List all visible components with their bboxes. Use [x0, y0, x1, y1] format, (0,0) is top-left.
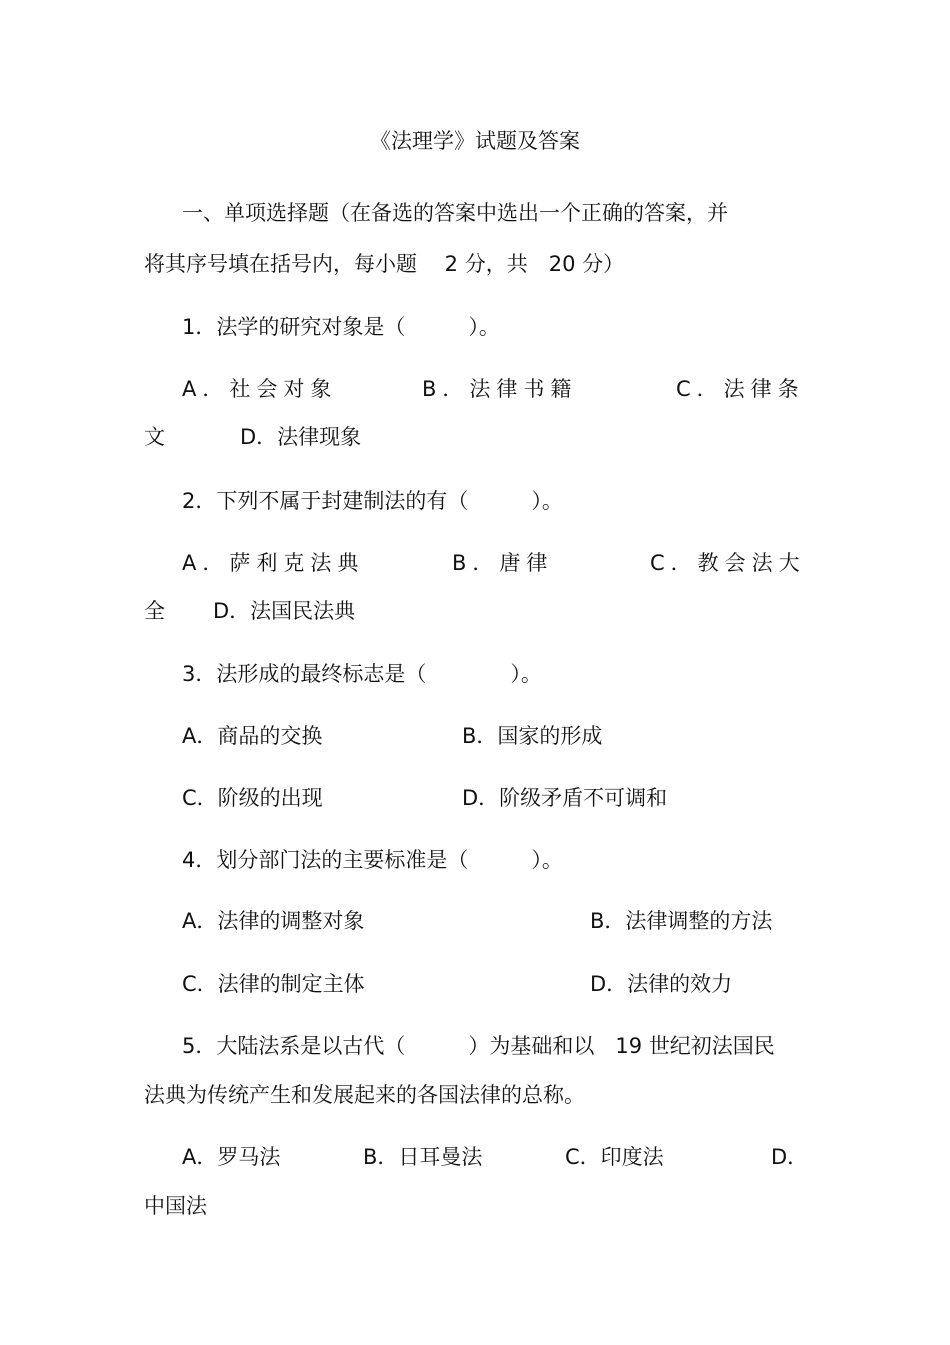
question-3-option-b: B．国家的形成 [462, 724, 603, 748]
question-5-stem-line-1: 5．大陆法系是以古代（ ）为基础和以 19 世纪初法国民 [182, 1034, 775, 1058]
question-5-stem-line-2: 法典为传统产生和发展起来的各国法律的总称。 [144, 1083, 585, 1107]
question-1-option-a: A．社会对象 [182, 377, 338, 401]
question-4-option-c: C．法律的制定主体 [182, 972, 365, 996]
question-2-option-c-continued: 全 [144, 599, 165, 623]
section-heading-line-2: 将其序号填在括号内，每小题 2 分，共 20 分） [144, 252, 625, 276]
question-2-option-a: A．萨利克法典 [182, 551, 365, 575]
question-5-option-d-continued: 中国法 [144, 1194, 207, 1218]
question-3-option-a: A．商品的交换 [182, 724, 323, 748]
question-2-option-b: B．唐律 [452, 551, 554, 575]
question-1-stem: 1．法学的研究对象是（ ）。 [182, 315, 500, 339]
question-1-option-b: B．法律书籍 [422, 377, 578, 401]
question-4-stem: 4．划分部门法的主要标准是（ ）。 [182, 848, 563, 872]
question-4-option-b: B．法律调整的方法 [590, 909, 773, 933]
question-5-option-a: A．罗马法 [182, 1145, 281, 1169]
question-5-option-b: B．日耳曼法 [363, 1145, 483, 1169]
question-3-stem: 3．法形成的最终标志是（ ）。 [182, 662, 542, 686]
question-1-option-c: C．法律条 [676, 377, 805, 401]
section-heading-line-1: 一、单项选择题（在备选的答案中选出一个正确的答案，并 [182, 201, 728, 225]
question-4-option-d: D．法律的效力 [590, 972, 733, 996]
question-1-option-d: D．法律现象 [240, 425, 362, 449]
question-1-option-c-continued: 文 [144, 425, 165, 449]
question-2-option-c: C．教会法大 [650, 551, 806, 575]
question-2-option-d: D．法国民法典 [213, 599, 356, 623]
question-5-option-c: C．印度法 [565, 1145, 664, 1169]
question-2-stem: 2．下列不属于封建制法的有（ ）。 [182, 489, 563, 513]
question-3-option-d: D．阶级矛盾不可调和 [462, 786, 668, 810]
question-3-option-c: C．阶级的出现 [182, 786, 323, 810]
page-title: 《法理学》试题及答案 [370, 129, 580, 153]
question-5-option-d: D． [771, 1145, 809, 1169]
question-4-option-a: A．法律的调整对象 [182, 909, 365, 933]
